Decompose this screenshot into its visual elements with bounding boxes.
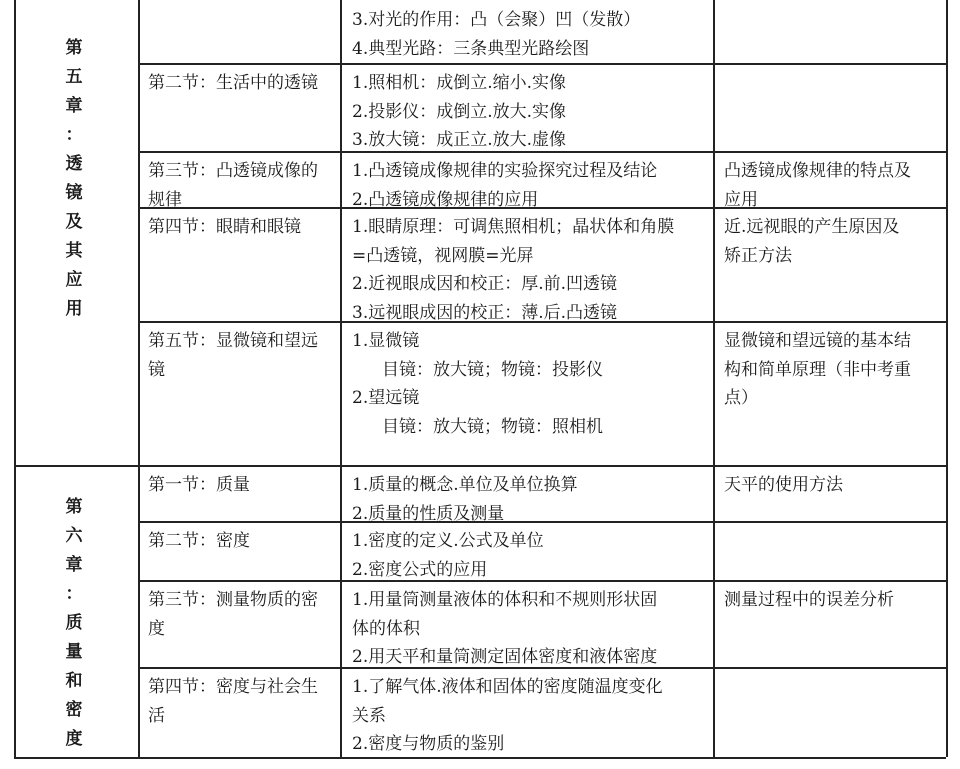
section-name: 活 xyxy=(148,705,165,726)
chapter-title-char: 和 xyxy=(65,671,83,691)
content-line: 2.质量的性质及测量 xyxy=(352,503,505,521)
content-line: 2.密度与物质的鉴别 xyxy=(352,734,505,754)
content-line: 2.用天平和量筒测定固体密度和液体密度 xyxy=(352,647,658,667)
section-name: 度 xyxy=(148,618,165,639)
content-line: 2.投影仪：成倒立.放大.实像 xyxy=(352,101,567,122)
section-name: 第二节：密度 xyxy=(148,531,250,551)
table-rule xyxy=(138,0,140,757)
content-line: 1.密度的定义.公式及单位 xyxy=(352,531,544,551)
table-rule xyxy=(713,0,715,757)
table-row xyxy=(138,667,946,757)
notes-line: 凸透镜成像规律的特点及 xyxy=(724,161,911,181)
content-line: 1.照相机：成倒立.缩小.实像 xyxy=(352,73,567,93)
content-line: 1.显微镜 xyxy=(352,331,420,351)
content-line: =凸透镜，视网膜=光屏 xyxy=(352,245,534,266)
content-line: 2.凸透镜成像规律的应用 xyxy=(352,189,539,207)
content-line: 2.近视眼成因和校正：厚.前.凹透镜 xyxy=(352,274,618,294)
table-row xyxy=(138,0,946,63)
chapter-title-char: 度 xyxy=(65,729,83,749)
chapter-title-char: 及 xyxy=(65,212,83,232)
section-name: 第三节：测量物质的密 xyxy=(148,590,318,610)
content-line: 2.密度公式的应用 xyxy=(352,559,488,580)
chapter-title-cell xyxy=(14,465,138,757)
notes-line: 应用 xyxy=(724,189,758,207)
content-line: 1.用量筒测量液体的体积和不规则形状固 xyxy=(352,590,658,610)
content-line: 4.典型光路：三条典型光路绘图 xyxy=(352,38,590,59)
section-name: 第四节：密度与社会生 xyxy=(148,677,318,697)
content-line: 3.放大镜：成正立.放大.虚像 xyxy=(352,130,567,150)
notes-line: 近.远视眼的产生原因及 xyxy=(724,217,900,237)
table-rule xyxy=(946,0,948,757)
content-line: 1.质量的概念.单位及单位换算 xyxy=(352,475,578,495)
table-row xyxy=(138,321,946,465)
table-rule xyxy=(14,757,946,759)
chapter-title-char: 质 xyxy=(65,613,83,633)
notes-line: 天平的使用方法 xyxy=(724,475,843,495)
table-row xyxy=(138,63,946,151)
table-row xyxy=(138,151,946,207)
content-line: 3.远视眼成因的校正：薄.后.凸透镜 xyxy=(352,302,618,321)
chapter-title-char: 六 xyxy=(65,526,83,546)
chapter-title-char: 其 xyxy=(65,241,83,261)
content-line: 2.望远镜 xyxy=(352,388,420,408)
notes-line: 构和简单原理（非中考重 xyxy=(724,359,911,380)
chapter-title-char: 用 xyxy=(65,299,83,319)
content-line: 1.了解气体.液体和固体的密度随温度变化 xyxy=(352,677,663,697)
content-line: 目镜：放大镜；物镜：投影仪 xyxy=(382,359,603,380)
chapter-title-char: ： xyxy=(65,584,83,604)
notes-line: 点） xyxy=(724,388,758,408)
chapter-title-char: 章 xyxy=(65,96,83,116)
content-line: 关系 xyxy=(352,705,386,726)
notes-line: 测量过程中的误差分析 xyxy=(724,590,894,610)
chapter-title-char: 章 xyxy=(65,555,83,575)
content-line: 1.眼睛原理：可调焦照相机；晶状体和角膜 xyxy=(352,217,675,237)
table-rule xyxy=(14,0,16,757)
table-row xyxy=(138,521,946,580)
content-line: 目镜：放大镜；物镜：照相机 xyxy=(382,416,603,437)
chapter-title-char: 第 xyxy=(65,497,83,517)
table-row xyxy=(138,207,946,321)
notes-line: 矫正方法 xyxy=(724,245,792,266)
section-name: 第一节：质量 xyxy=(148,475,250,495)
table-rule xyxy=(340,0,342,757)
section-name: 第二节：生活中的透镜 xyxy=(148,73,318,93)
chapter-title-char: ： xyxy=(65,125,83,145)
chapter-title-cell xyxy=(14,0,138,465)
table-row xyxy=(138,465,946,521)
content-line: 体的体积 xyxy=(352,618,420,639)
chapter-title-char: 密 xyxy=(65,700,83,720)
notes-line: 显微镜和望远镜的基本结 xyxy=(724,331,911,351)
chapter-title-char: 第 xyxy=(65,38,83,58)
content-line: 3.对光的作用：凸（会聚）凹（发散） xyxy=(352,10,641,30)
section-name: 第四节：眼睛和眼镜 xyxy=(148,217,301,237)
chapter-title-char: 量 xyxy=(65,642,83,662)
section-name: 镜 xyxy=(148,359,165,380)
content-line: 1.凸透镜成像规律的实验探究过程及结论 xyxy=(352,161,658,181)
table-row xyxy=(138,580,946,667)
chapter-title-char: 透 xyxy=(65,154,83,174)
section-name: 规律 xyxy=(148,189,182,207)
section-name: 第三节：凸透镜成像的 xyxy=(148,161,318,181)
chapter-title-char: 应 xyxy=(65,270,83,290)
chapter-title-char: 五 xyxy=(65,67,83,87)
chapter-title-char: 镜 xyxy=(65,183,83,203)
section-name: 第五节：显微镜和望远 xyxy=(148,331,318,351)
